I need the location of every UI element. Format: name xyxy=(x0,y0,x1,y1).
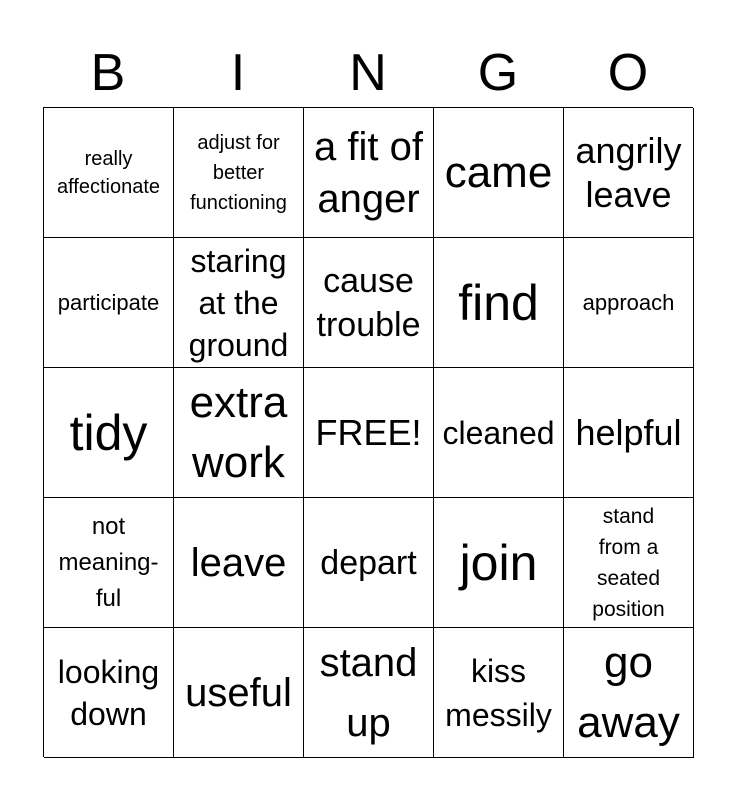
bingo-cell-r4c4[interactable] xyxy=(434,498,564,628)
cell-label: came xyxy=(444,147,553,197)
cell-label: cleaned xyxy=(442,414,555,451)
bingo-cell-r1c1[interactable] xyxy=(44,108,174,238)
bingo-cell-r2c3[interactable] xyxy=(304,238,434,368)
cell-label: kiss messily xyxy=(445,652,552,733)
cell-label: angrily leave xyxy=(575,129,682,215)
bingo-cell-r5c5[interactable] xyxy=(564,628,694,758)
cell-label: useful xyxy=(185,670,292,715)
cell-label: really affectionate xyxy=(56,147,161,198)
header-letter-o: O xyxy=(607,44,649,102)
cell-label: looking down xyxy=(57,653,160,732)
bingo-cell-r3c2[interactable] xyxy=(174,368,304,498)
cell-label: stand from a seated position xyxy=(592,504,665,621)
bingo-cell-r4c1[interactable] xyxy=(44,498,174,628)
bingo-cell-r1c4[interactable] xyxy=(434,108,564,238)
bingo-cell-r3c1[interactable] xyxy=(44,368,174,498)
cell-label: leave xyxy=(190,540,287,585)
bingo-cell-free[interactable] xyxy=(304,368,434,498)
bingo-cell-r1c5[interactable] xyxy=(564,108,694,238)
bingo-board xyxy=(43,107,693,757)
cell-label: approach xyxy=(582,289,675,315)
cell-label: find xyxy=(458,274,539,331)
cell-label: a fit of anger xyxy=(314,124,423,221)
cell-label: helpful xyxy=(575,411,682,453)
bingo-cell-r4c5[interactable] xyxy=(564,498,694,628)
header-letter-b: B xyxy=(90,44,126,102)
bingo-cell-r3c4[interactable] xyxy=(434,368,564,498)
cell-label: participate xyxy=(57,289,160,315)
bingo-cell-r2c2[interactable] xyxy=(174,238,304,368)
bingo-cell-r2c1[interactable] xyxy=(44,238,174,368)
cell-label: extra work xyxy=(189,377,288,487)
cell-label: cause trouble xyxy=(316,261,421,344)
header-letter-g: G xyxy=(477,44,519,102)
bingo-cell-r5c1[interactable] xyxy=(44,628,174,758)
cell-label: stand up xyxy=(319,640,418,745)
bingo-cell-r5c4[interactable] xyxy=(434,628,564,758)
bingo-cell-r2c5[interactable] xyxy=(564,238,694,368)
bingo-cell-r1c3[interactable] xyxy=(304,108,434,238)
cell-label: go away xyxy=(577,637,680,747)
bingo-cell-r2c4[interactable] xyxy=(434,238,564,368)
header-letter-i: I xyxy=(230,44,246,102)
cell-label: depart xyxy=(320,543,417,582)
bingo-cell-r5c3[interactable] xyxy=(304,628,434,758)
bingo-cell-r4c2[interactable] xyxy=(174,498,304,628)
bingo-header xyxy=(43,42,693,104)
cell-label: adjust for better functioning xyxy=(190,131,287,214)
cell-label: join xyxy=(459,534,538,591)
free-space-label: FREE! xyxy=(315,411,422,453)
cell-label: not meaning- ful xyxy=(58,512,159,612)
bingo-cell-r3c5[interactable] xyxy=(564,368,694,498)
bingo-cell-r4c3[interactable] xyxy=(304,498,434,628)
cell-label: staring at the ground xyxy=(188,242,289,363)
cell-label: tidy xyxy=(69,404,148,461)
header-letter-n: N xyxy=(349,44,387,102)
bingo-cell-r5c2[interactable] xyxy=(174,628,304,758)
bingo-cell-r1c2[interactable] xyxy=(174,108,304,238)
